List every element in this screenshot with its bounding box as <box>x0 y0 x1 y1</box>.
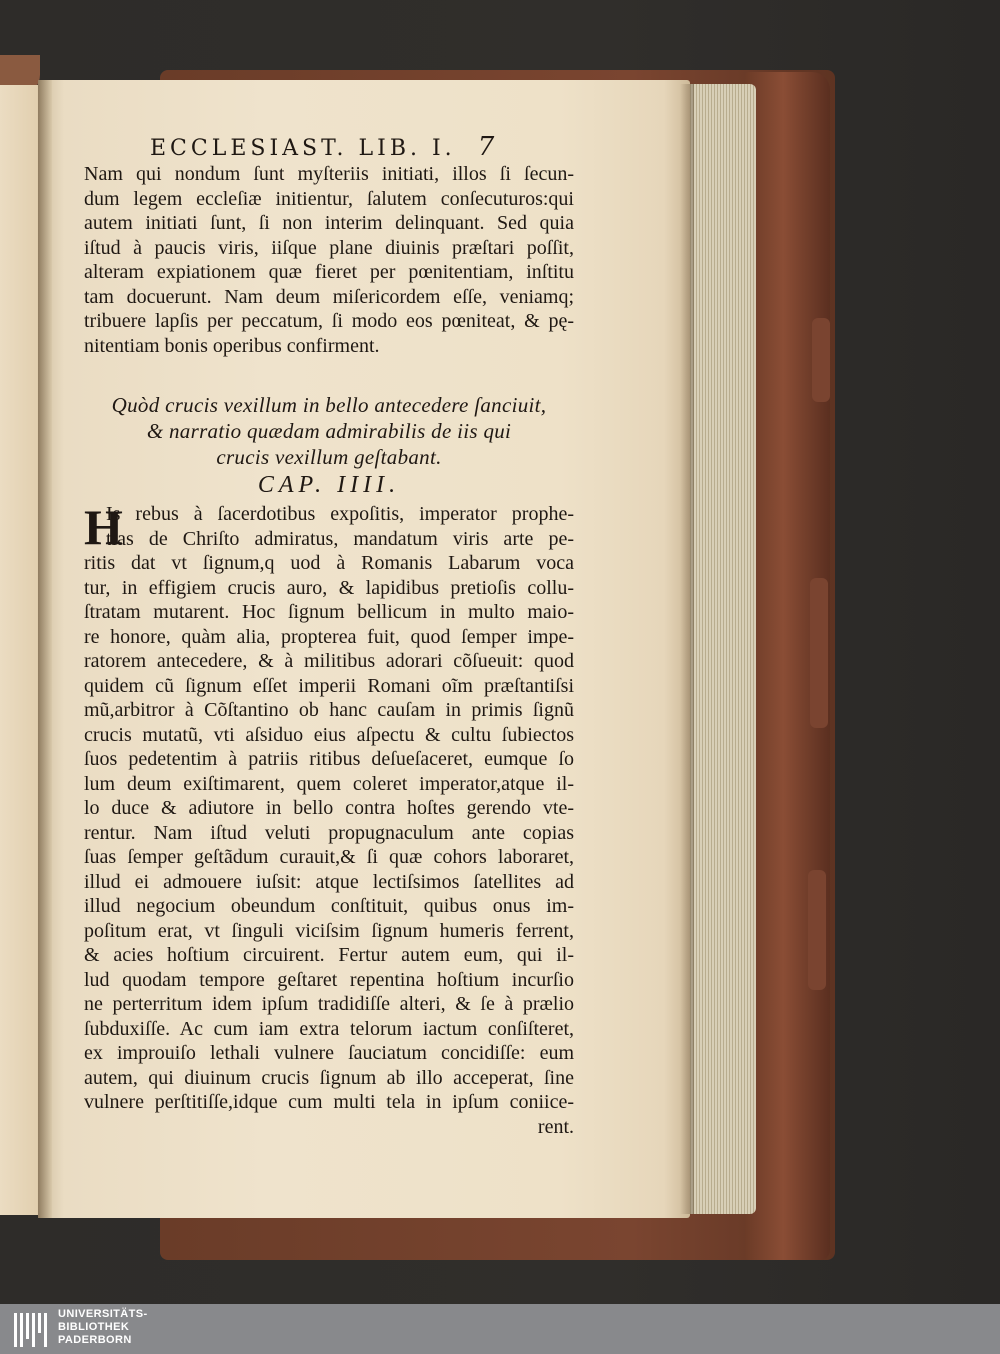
bookmark-tab <box>810 578 828 728</box>
bookmark-tab <box>812 318 830 402</box>
library-logo-icon <box>14 1313 50 1347</box>
text-line: tias de Chriſto admiratus, mandatum viris arte pe- <box>106 527 574 550</box>
text-line: tur, in effigiem crucis auro, & lapidibus pretioſis collu- <box>84 576 574 599</box>
text-line: ſubduxiſſe. Ac cum iam extra telorum iactum conſiſteret, <box>84 1017 574 1040</box>
text-line: mũ,arbitror à Cõſtantino ob hanc cauſam in primis ſignũ <box>84 699 574 721</box>
text-line: lo duce & adiutore in bello contra hoſtes gerendo vte- <box>84 797 574 819</box>
paragraph-2 <box>84 499 574 1139</box>
heading-line: Quòd crucis vexillum in bello antecedere ſanciuit, <box>111 393 547 417</box>
library-name-line: BIBLIOTHEK <box>58 1321 130 1333</box>
text-line: ritis dat vt ſignum,q uod à Romanis Labarum voca <box>84 552 574 574</box>
paragraph-1 <box>84 162 574 358</box>
text-line: autem, qui diuinum crucis ſignum ab illo acceperat, ſine <box>84 1066 574 1089</box>
text-line: lum deum exiſtimarent, quem coleret imperator,atque il- <box>84 772 574 795</box>
page-gutter <box>38 80 52 1218</box>
page-edges <box>688 84 756 1214</box>
text-line: alteram expiationem quæ fieret per pœnitentiam, inſtitu <box>84 261 574 283</box>
text-line: & acies hoſtium circuirent. Fertur autem eum, qui il- <box>84 944 574 966</box>
page-number: 7 <box>477 132 495 162</box>
page-text <box>84 132 574 1139</box>
catchword: rent. <box>537 1115 574 1138</box>
library-name-line: PADERBORN <box>58 1334 132 1346</box>
text-line: lud quodam tempore geſtaret repentina hoſtium incurſio <box>84 968 574 991</box>
running-head <box>150 132 574 162</box>
library-footer <box>0 1304 1000 1354</box>
chapter-number: CAP. IIII. <box>257 472 401 498</box>
text-line: crucis mutatũ, vti aſsiduo eius aſpectu & cultu ſubiectos <box>84 723 574 746</box>
text-line: quidem cũ ſignum eſſet imperii Romani oĩm præſtantiſsi <box>84 674 574 697</box>
text-line: nitentiam bonis operibus confirment. <box>84 334 380 357</box>
text-line: Nam qui nondum ſunt myſteriis initiati, illos ſi ſecun- <box>84 163 574 185</box>
drop-cap: H <box>84 499 123 555</box>
heading-line: crucis vexillum geſtabant. <box>216 445 442 469</box>
text-line: tribuere lapſis per peccatum, ſi modo eos pœniteat, & pę- <box>84 310 574 332</box>
text-line: illud negocium obeundum conſtituit, quibus onus im- <box>84 895 574 917</box>
running-head-title: ECCLESIAST. LIB. I. <box>150 136 456 161</box>
text-line: dum legem eccleſiæ initientur, ſalutem conſecuturos:qui <box>84 187 574 210</box>
text-line: ſtratam mutarent. Hoc ſignum bellicum in multo maio- <box>84 601 574 623</box>
text-line: iſtud à paucis viris, iiſque plane diuinis præſtari poſſit, <box>84 236 574 259</box>
text-line: poſitum erat, vt ſinguli viciſsim ſignum humeris ferrent, <box>84 919 574 942</box>
text-line: ne perterritum idem ipſum tradidiſſe alteri, & ſe à prælio <box>84 993 574 1015</box>
text-line: re honore, quàm alia, propterea fuit, quod ſemper impe- <box>84 625 574 648</box>
text-line: rentur. Nam iſtud veluti propugnaculum ante copias <box>84 821 574 844</box>
text-line: vulnere perſtitiſſe,idque cum multi tela in ipſum coniice- <box>84 1091 574 1113</box>
bookmark-tab <box>808 870 826 990</box>
text-line: tam docuerunt. Nam deum miſericordem eſſe, veniamq; <box>84 285 574 308</box>
text-line: ratorem antecedere, & à militibus adorari cõſueuit: quod <box>84 650 574 672</box>
text-line: Is rebus à ſacerdotibus expoſitis, imperator prophe- <box>106 503 574 525</box>
library-name <box>58 1308 148 1347</box>
chapter-heading <box>84 392 574 470</box>
text-line: autem initiati ſunt, ſi non interim delinquant. Sed quia <box>84 212 574 234</box>
text-line: ſuas ſemper geſtãdum curauit,& ſi quæ cohors laboraret, <box>84 846 574 868</box>
text-line: illud ei admouere iuſsit: atque lectiſsimos ſatellites ad <box>84 870 574 893</box>
page-shadow <box>680 84 694 1214</box>
text-line: ex improuiſo lethali vulnere ſauciatum concidiſſe: eum <box>84 1042 574 1064</box>
library-name-line: UNIVERSITÄTS- <box>58 1308 148 1320</box>
text-line: ſuos pedetentim à patriis ritibus deſueſaceret, eumque ſo <box>84 748 574 770</box>
heading-line: & narratio quædam admirabilis de iis qui <box>146 419 512 443</box>
